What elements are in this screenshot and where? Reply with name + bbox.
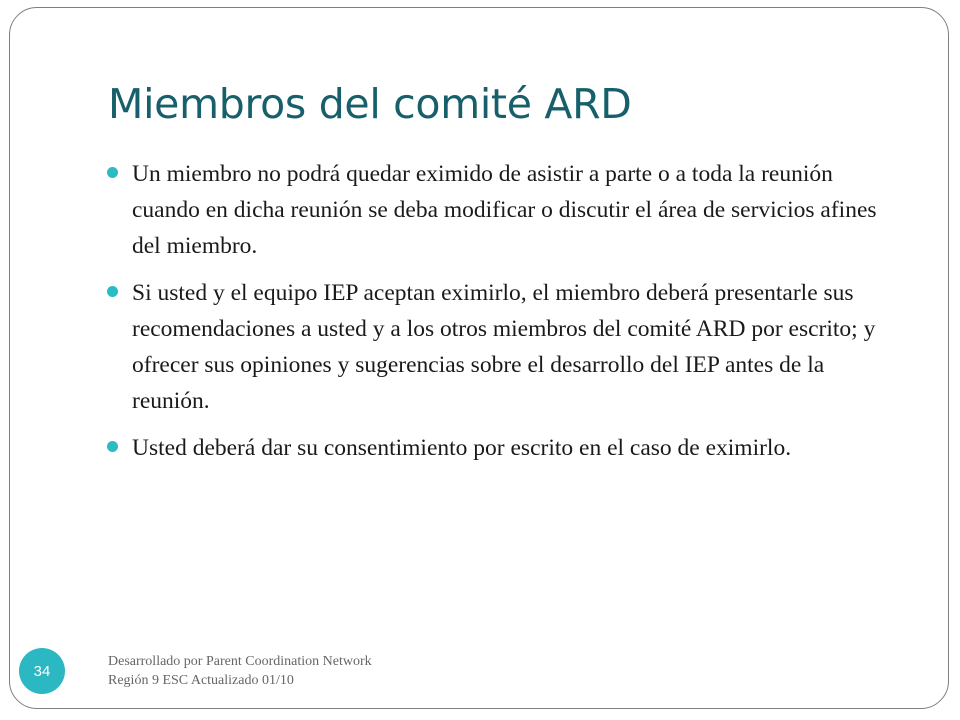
bullet-text: Si usted y el equipo IEP aceptan eximirlo, el miembro deberá presentarle sus recomendaciones a usted y a los otros miembros del comité ARD por escrito; y ofrecer sus opiniones y sugerencias sobre el desarrollo del IEP antes de la reunión. bbox=[132, 280, 876, 414]
bullet-text: Usted deberá dar su consentimiento por escrito en el caso de eximirlo. bbox=[132, 435, 792, 461]
slide-number-badge: 34 bbox=[19, 648, 65, 694]
bullet-item bbox=[107, 275, 897, 419]
bullet-text: Un miembro no podrá quedar eximido de asistir a parte o a toda la reunión cuando en dicha reunión se deba modificar o discutir el área de servicios afines del miembro. bbox=[132, 161, 877, 259]
slide-title: Miembros del comité ARD bbox=[108, 80, 632, 128]
bullet-dot-icon bbox=[107, 167, 118, 178]
slide-footer bbox=[108, 652, 372, 690]
bullet-item bbox=[107, 156, 897, 264]
bullet-list bbox=[107, 156, 897, 477]
footer-line-region: Región 9 ESC Actualizado 01/10 bbox=[108, 673, 294, 688]
footer-line-credit: Desarrollado por Parent Coordination Network bbox=[108, 654, 372, 669]
bullet-dot-icon bbox=[107, 286, 118, 297]
bullet-dot-icon bbox=[107, 441, 118, 452]
bullet-item bbox=[107, 430, 897, 466]
